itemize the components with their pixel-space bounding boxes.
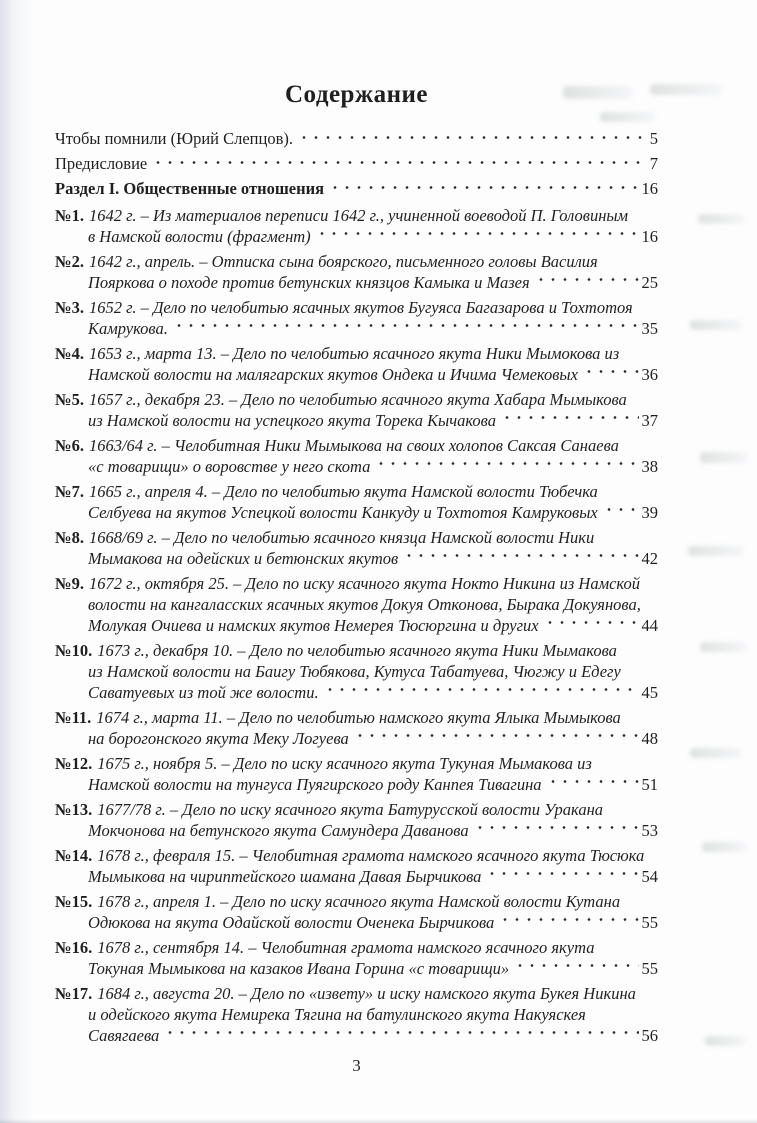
toc-entry-text: Токуная Мымыкова на казаков Ивана Горина «с товарищи» <box>88 959 510 978</box>
toc-entry-text: Молукая Очиева и намских якутов Немерея Тюсюргина и других <box>88 616 539 635</box>
page-number: 3 <box>352 1056 361 1075</box>
toc-entry-text: 1668/69 г. – Дело по челобитью ясачного князца Намской волости Ники <box>88 528 595 547</box>
toc-entry-number: №10. <box>55 641 93 660</box>
toc-entry-page: 35 <box>641 319 658 338</box>
toc-entry-line <box>55 728 658 749</box>
toc-entry-line <box>55 983 658 1004</box>
bleedthrough-artifact <box>705 1036 745 1046</box>
dot-leader <box>499 912 638 933</box>
dot-leader <box>354 728 639 749</box>
toc-entry-text: 1653 г., марта 13. – Дело по челобитью ясачного якута Ники Мымокова из <box>88 344 620 363</box>
toc-entry-line <box>55 912 658 933</box>
toc-front-item <box>55 126 658 151</box>
toc-entry-text: 1672 г., октября 25. – Дело по иску ясачного якута Нокто Никина из Намской <box>88 574 641 593</box>
page-title: Содержание <box>284 81 428 108</box>
toc-entry <box>55 640 658 703</box>
toc-entry-text: в Намской волости (фрагмент) <box>88 227 311 246</box>
toc-entry-text: 1657 г., декабря 23. – Дело по челобитью ясачного якута Хабара Мымыкова <box>88 390 627 409</box>
toc-entry-text: Селбуева на якутов Успецкой волости Канкуду и Тохтотоя Камруковых <box>88 503 598 522</box>
toc-entry-line <box>55 774 658 795</box>
toc-entry-line <box>55 937 658 958</box>
dot-leader <box>329 176 638 201</box>
dot-leader <box>173 318 639 339</box>
toc-entry <box>55 343 658 385</box>
toc-front-item-page: 5 <box>649 129 658 148</box>
toc-entry-line <box>55 548 658 569</box>
toc-entry-line <box>55 410 658 431</box>
toc-entry <box>55 205 658 247</box>
toc-entry-line <box>55 389 658 410</box>
toc-entry <box>55 481 658 523</box>
dot-leader <box>298 126 647 151</box>
toc-entry <box>55 573 658 636</box>
toc-entry-text: волости на кангаласских ясачных якутов Докуя Отконова, Бырака Докуянова, <box>88 595 641 614</box>
toc-front-item <box>55 176 658 201</box>
toc-entry-line <box>55 682 658 703</box>
toc-entry-page: 48 <box>641 729 658 748</box>
toc-front-item-label: Предисловие <box>55 154 148 173</box>
toc-entry-line <box>55 226 658 247</box>
dot-leader <box>486 866 638 887</box>
toc-entry-line <box>55 820 658 841</box>
toc-entry <box>55 753 658 795</box>
toc-front-item-label: Раздел I. Общественные отношения <box>55 179 325 198</box>
toc-entry-text: Мокчонова на бетунского якута Самундера Даванова <box>88 821 469 840</box>
toc-entry-line <box>55 799 658 820</box>
toc-entry <box>55 983 658 1046</box>
toc-entry <box>55 527 658 569</box>
toc-entry-line <box>55 272 658 293</box>
bleedthrough-artifact <box>700 452 748 463</box>
toc-entry-page: 16 <box>641 227 658 246</box>
toc-entry-line <box>55 297 658 318</box>
toc-entry-number: №4. <box>55 344 84 363</box>
toc-entry-text: 1663/64 г. – Челобитная Ники Мымыкова на своих холопов Саксая Санаева <box>88 436 619 455</box>
toc-entry-line <box>55 661 658 682</box>
scan-bottom-edge-shadow <box>0 1119 757 1123</box>
toc-entry-line <box>55 594 658 615</box>
toc-entry-text: 1674 г., марта 11. – Дело по челобитью намского якута Ялыка Мымыкова <box>96 708 621 727</box>
toc-entry-line <box>55 891 658 912</box>
toc-entry-line <box>55 1025 658 1046</box>
toc-entry-text: 1665 г., апреля 4. – Дело по челобитью якута Намской волости Тюбечка <box>88 482 598 501</box>
dot-leader <box>375 456 638 477</box>
toc-front-list <box>55 126 658 201</box>
toc-entry <box>55 799 658 841</box>
toc-entry-line <box>55 615 658 636</box>
toc-entry-number: №16. <box>55 938 93 957</box>
toc-entry-line <box>55 958 658 979</box>
toc-entry-line <box>55 753 658 774</box>
toc-entry-number: №9. <box>55 574 84 593</box>
toc-entry-line <box>55 364 658 385</box>
toc-entry-number: №1. <box>55 206 84 225</box>
toc-entry-text: Пояркова о походе против бетунских князцов Камыка и Мазея <box>88 273 530 292</box>
toc-entry <box>55 707 658 749</box>
toc-entry-line <box>55 845 658 866</box>
bleedthrough-artifact <box>698 214 744 224</box>
bleedthrough-artifact <box>690 748 742 758</box>
toc-front-item-page: 16 <box>641 179 658 198</box>
toc-entry-line <box>55 318 658 339</box>
toc-entry-number: №5. <box>55 390 84 409</box>
toc-entry-page: 55 <box>641 959 658 978</box>
toc-entry-page: 37 <box>641 411 658 430</box>
toc-entry-page: 42 <box>641 549 658 568</box>
toc-entry-number: №2. <box>55 252 84 271</box>
toc-entry-text: Мымакова на одейских и бетюнских якутов <box>88 549 399 568</box>
toc-entry-text: 1678 г., февраля 15. – Челобитная грамота намского ясачного якута Тюсюка <box>97 846 645 865</box>
toc-entry-line <box>55 866 658 887</box>
toc-entry-text: «с товарищи» о воровстве у него скота <box>88 457 371 476</box>
dot-leader <box>164 1025 638 1046</box>
toc-entry-page: 36 <box>641 365 658 384</box>
toc-entry-number: №13. <box>55 800 93 819</box>
toc-entry-line <box>55 573 658 594</box>
toc-entry <box>55 435 658 477</box>
dot-leader <box>603 502 639 523</box>
dot-leader <box>544 615 639 636</box>
toc-entry-line <box>55 527 658 548</box>
toc-entry-number: №15. <box>55 892 93 911</box>
toc-entry-text: Мымыкова на чириптейского шамана Давая Бырчикова <box>88 867 482 886</box>
toc-entry-text: 1678 г., сентября 14. – Челобитная грамота намского ясачного якута <box>97 938 595 957</box>
dot-leader <box>474 820 639 841</box>
toc-entry-line <box>55 251 658 272</box>
dot-leader <box>583 364 639 385</box>
dot-leader <box>501 410 639 431</box>
toc-entry-text: 1675 г., ноября 5. – Дело по иску ясачного якута Тукуная Мымакова из <box>97 754 592 773</box>
toc-entry-text: из Намской волости на успецкого якута Торека Кычакова <box>88 411 496 430</box>
toc-entry-text: из Намской волости на Баигу Тюбякова, Кутуса Табатуева, Чюгжу и Едегу <box>88 662 621 681</box>
toc-entry <box>55 251 658 293</box>
toc-entry <box>55 845 658 887</box>
toc-entry-number: №7. <box>55 482 84 501</box>
toc-entry-page: 44 <box>641 616 658 635</box>
toc-entry <box>55 297 658 339</box>
dot-leader <box>316 226 639 247</box>
dot-leader <box>514 958 638 979</box>
toc-entry-list <box>55 205 658 1046</box>
toc-entry-line <box>55 707 658 728</box>
toc-entry-line <box>55 435 658 456</box>
toc-entry-line <box>55 205 658 226</box>
toc-front-item-page: 7 <box>649 154 658 173</box>
toc-entry-text: Савягаева <box>88 1026 160 1045</box>
bleedthrough-artifact <box>700 642 746 652</box>
toc-front-item <box>55 151 658 176</box>
toc-entry-line <box>55 481 658 502</box>
toc-entry-page: 55 <box>641 913 658 932</box>
toc-entry-page: 25 <box>641 273 658 292</box>
bleedthrough-artifact <box>702 842 746 852</box>
toc-entry-text: 1642 г., апрель. – Отписка сына боярского, письменного головы Василия <box>88 252 598 271</box>
bleedthrough-artifact <box>690 320 742 330</box>
toc-entry-page: 54 <box>641 867 658 886</box>
toc-entry-number: №14. <box>55 846 93 865</box>
dot-leader <box>324 682 639 703</box>
toc-entry <box>55 937 658 979</box>
toc-entry-number: №11. <box>55 708 92 727</box>
toc-entry-text: на борогонского якута Меку Логуева <box>88 729 349 748</box>
dot-leader <box>547 774 639 795</box>
toc-entry-line <box>55 456 658 477</box>
dot-leader <box>403 548 638 569</box>
toc-entry-line <box>55 343 658 364</box>
toc-entry-text: 1642 г. – Из материалов переписи 1642 г., учиненной воеводой П. Головиным <box>88 206 629 225</box>
toc-entry-text: 1678 г., апреля 1. – Дело по иску ясачного якута Намской волости Кутана <box>97 892 621 911</box>
toc-entry-number: №17. <box>55 984 93 1003</box>
toc-entry-text: Намской волости на малягарских якутов Ондека и Ичима Чемековых <box>88 365 578 384</box>
bleedthrough-artifact <box>650 84 722 95</box>
toc-entry-text: Одюкова на якута Одайской волости Оченека Бырчикова <box>88 913 495 932</box>
toc-entry-text: 1652 г. – Дело по челобитью ясачных якутов Бугуяса Багазарова и Тохтотоя <box>88 298 633 317</box>
toc-entry-page: 39 <box>641 503 658 522</box>
bleedthrough-artifact <box>600 112 655 122</box>
toc-entry-number: №6. <box>55 436 84 455</box>
toc-entry-line <box>55 640 658 661</box>
toc-entry-line <box>55 1004 658 1025</box>
scan-left-edge-shadow <box>0 0 34 1123</box>
toc-entry-line <box>55 502 658 523</box>
toc-entry-page: 51 <box>641 775 658 794</box>
bleedthrough-artifact <box>688 546 744 556</box>
toc-entry-text: и одейского якута Немирека Тягина на батулинского якута Накуяскея <box>88 1005 586 1024</box>
toc-entry <box>55 389 658 431</box>
toc-entry-text: Саватуевых из той же волости. <box>88 683 319 702</box>
toc-entry-page: 53 <box>641 821 658 840</box>
dot-leader <box>535 272 639 293</box>
toc-entry-text: 1677/78 г. – Дело по иску ясачного якута Батурусской волости Уракана <box>97 800 604 819</box>
dot-leader <box>152 151 647 176</box>
toc-entry-number: №3. <box>55 298 84 317</box>
toc-entry <box>55 891 658 933</box>
toc-entry-number: №12. <box>55 754 93 773</box>
toc-entry-number: №8. <box>55 528 84 547</box>
toc-entry-page: 56 <box>641 1026 658 1045</box>
toc-entry-text: Камрукова. <box>88 319 168 338</box>
toc-entry-page: 38 <box>641 457 658 476</box>
toc-entry-text: 1673 г., декабря 10. – Дело по челобитью ясачного якута Ники Мымакова <box>97 641 617 660</box>
toc-entry-page: 45 <box>641 683 658 702</box>
toc-entry-text: 1684 г., августа 20. – Дело по «извету» и иску намского якута Букея Никина <box>97 984 636 1003</box>
toc-entry-text: Намской волости на тунгуса Пуягирского роду Канпея Тивагина <box>88 775 542 794</box>
toc-front-item-label: Чтобы помнили (Юрий Слепцов). <box>55 129 294 148</box>
